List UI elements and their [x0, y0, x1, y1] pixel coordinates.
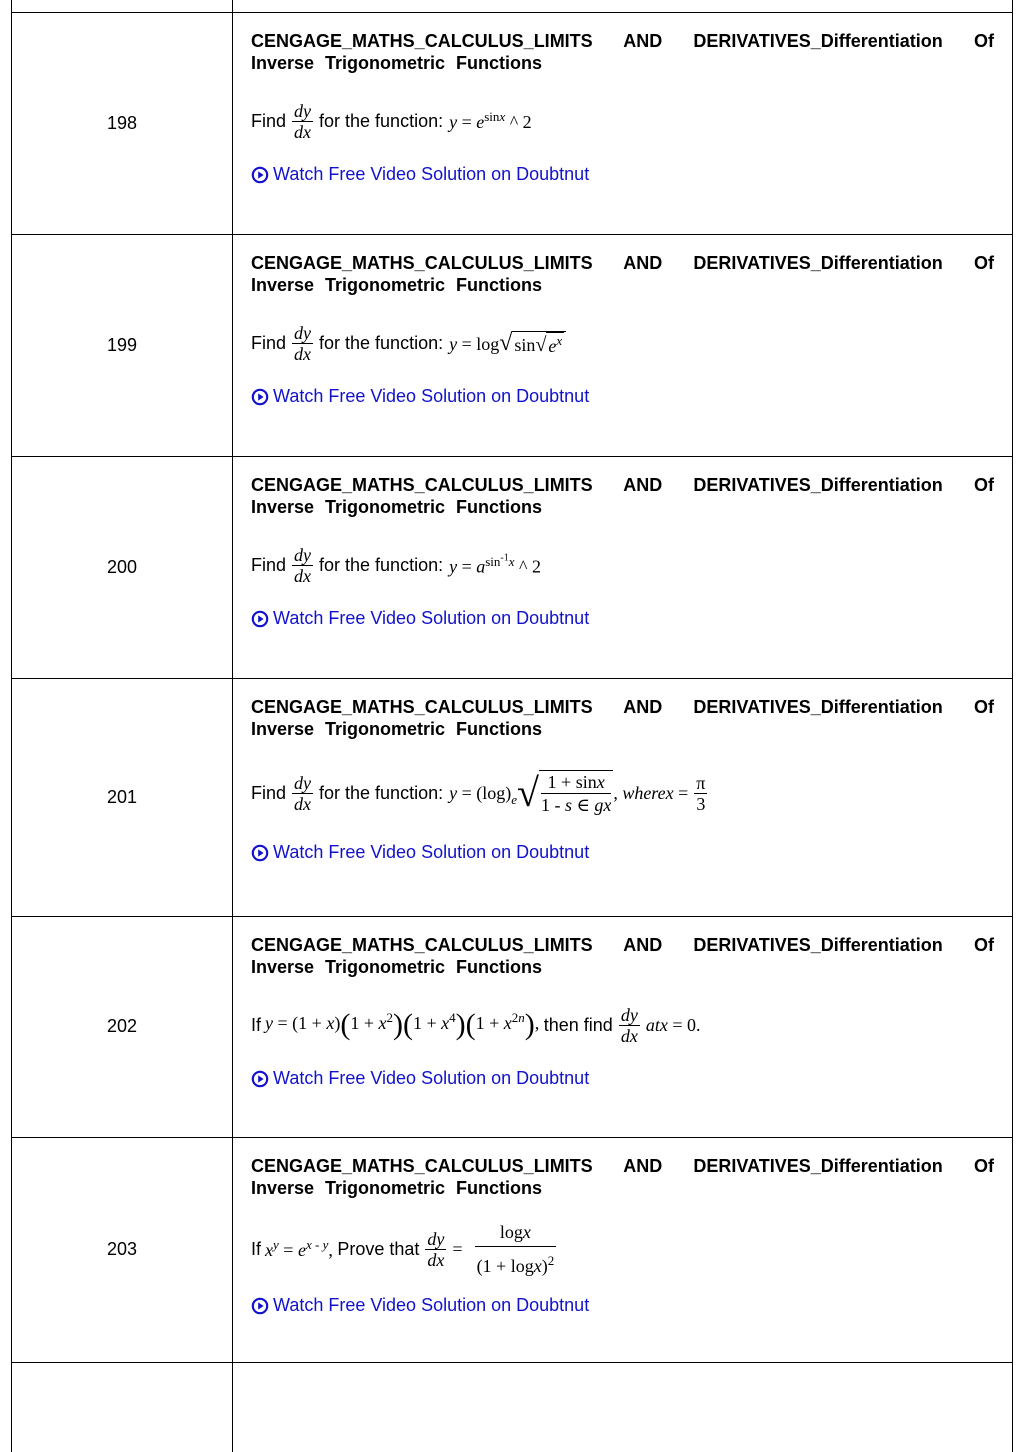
watch-video-label: Watch Free Video Solution on Doubtnut	[273, 608, 590, 628]
table-row	[11, 12, 1013, 235]
number-cell	[12, 1362, 233, 1452]
derivative-fraction: $\frac{dy}{dx}$	[294, 544, 312, 586]
question-mid: then find	[543, 1014, 613, 1035]
derivative-fraction: $\frac{dy}{dx}$	[294, 772, 312, 814]
derivative-fraction: $\frac{dy}{dx}$	[294, 100, 312, 142]
watch-video-link[interactable]	[251, 608, 994, 629]
table-row	[11, 456, 1013, 679]
question-prefix: If	[251, 1014, 262, 1035]
watch-video-label: Watch Free Video Solution on Doubtnut	[273, 386, 590, 406]
result-fraction: $\frac{\log x}{(1 + \log x)^2}$	[476, 1222, 555, 1276]
question-cell	[251, 234, 994, 407]
question-text	[251, 1219, 994, 1279]
questions-table	[11, 0, 1013, 1448]
watch-video-label: Watch Free Video Solution on Doubtnut	[273, 842, 590, 862]
question-number: 198	[12, 12, 233, 234]
question-number: 202	[12, 916, 233, 1137]
question-mid: for the function:	[319, 332, 444, 353]
watch-video-link[interactable]	[251, 842, 994, 863]
question-cell	[251, 456, 994, 629]
table-row	[11, 1137, 1013, 1363]
question-prefix: Find	[251, 332, 287, 353]
question-mid: for the function:	[319, 554, 444, 575]
derivative-fraction: $\frac{dy}{dx}$	[620, 1004, 638, 1046]
question-text	[251, 998, 994, 1052]
math-condition: atx = 0.	[645, 1014, 701, 1035]
question-cell	[251, 678, 994, 863]
watch-video-link[interactable]	[251, 164, 994, 185]
question-cell	[251, 916, 994, 1089]
math-expression: $x^y = e^{x - y}$,	[265, 1237, 338, 1260]
table-row-next	[11, 1362, 1013, 1452]
watch-video-link[interactable]	[251, 1295, 994, 1316]
math-expression: $y = a^{sin^{-1}x}$ ^ 2	[449, 552, 541, 577]
play-circle-icon	[251, 1070, 269, 1088]
question-heading: CENGAGE_MATHS_CALCULUS_LIMITS AND DERIVATIVES_Differentiation Of Inverse Trigonometric Functions	[251, 697, 994, 739]
question-number: 203	[12, 1137, 233, 1362]
table-row	[11, 234, 1013, 457]
question-heading: CENGAGE_MATHS_CALCULUS_LIMITS AND DERIVATIVES_Differentiation Of Inverse Trigonometric Functions	[251, 31, 994, 73]
watch-video-label: Watch Free Video Solution on Doubtnut	[273, 1295, 590, 1315]
math-expression: y = log √ sin √ $e^x$	[449, 330, 566, 357]
table-row	[11, 678, 1013, 917]
question-number: 199	[12, 234, 233, 456]
watch-video-label: Watch Free Video Solution on Doubtnut	[273, 164, 590, 184]
question-mid: Prove that	[337, 1238, 420, 1259]
watch-video-link[interactable]	[251, 386, 994, 407]
watch-video-label: Watch Free Video Solution on Doubtnut	[273, 1068, 590, 1088]
question-heading: CENGAGE_MATHS_CALCULUS_LIMITS AND DERIVATIVES_Differentiation Of Inverse Trigonometric Functions	[251, 1156, 994, 1198]
question-heading: CENGAGE_MATHS_CALCULUS_LIMITS AND DERIVATIVES_Differentiation Of Inverse Trigonometric Functions	[251, 935, 994, 977]
math-expression: $y = (1 + x)(1 + x^2)(1 + x^4)(1 + x^{2n})$,	[265, 1008, 544, 1041]
derivative-fraction: $\frac{dy}{dx}$	[427, 1228, 445, 1270]
question-text	[251, 316, 994, 370]
question-number: 200	[12, 456, 233, 678]
question-text	[251, 760, 994, 826]
question-mid: for the function:	[319, 782, 444, 803]
number-cell	[12, 0, 233, 12]
question-cell	[251, 12, 994, 185]
question-heading: CENGAGE_MATHS_CALCULUS_LIMITS AND DERIVATIVES_Differentiation Of Inverse Trigonometric Functions	[251, 253, 994, 295]
table-row	[11, 916, 1013, 1138]
question-heading: CENGAGE_MATHS_CALCULUS_LIMITS AND DERIVATIVES_Differentiation Of Inverse Trigonometric Functions	[251, 475, 994, 517]
question-prefix: Find	[251, 110, 287, 131]
play-circle-icon	[251, 610, 269, 628]
derivative-fraction: $\frac{dy}{dx}$	[294, 322, 312, 364]
question-text	[251, 94, 994, 148]
play-circle-icon	[251, 1297, 269, 1315]
question-mid: for the function:	[319, 110, 444, 131]
question-prefix: Find	[251, 554, 287, 575]
question-prefix: If	[251, 1238, 262, 1259]
question-number: 201	[12, 678, 233, 916]
play-circle-icon	[251, 388, 269, 406]
equals-sign: =	[452, 1238, 463, 1259]
math-expression: y = (log) $_e$ √ 1 + sinx 1 - s ∈ gx , wherex = $\frac{\pi}{3}$	[449, 770, 706, 815]
question-text	[251, 538, 994, 592]
question-prefix: Find	[251, 782, 287, 803]
question-cell	[251, 1137, 994, 1316]
play-circle-icon	[251, 844, 269, 862]
play-circle-icon	[251, 166, 269, 184]
watch-video-link[interactable]	[251, 1068, 994, 1089]
math-expression: $y = e^{sinx}$ ^ 2	[449, 109, 532, 132]
